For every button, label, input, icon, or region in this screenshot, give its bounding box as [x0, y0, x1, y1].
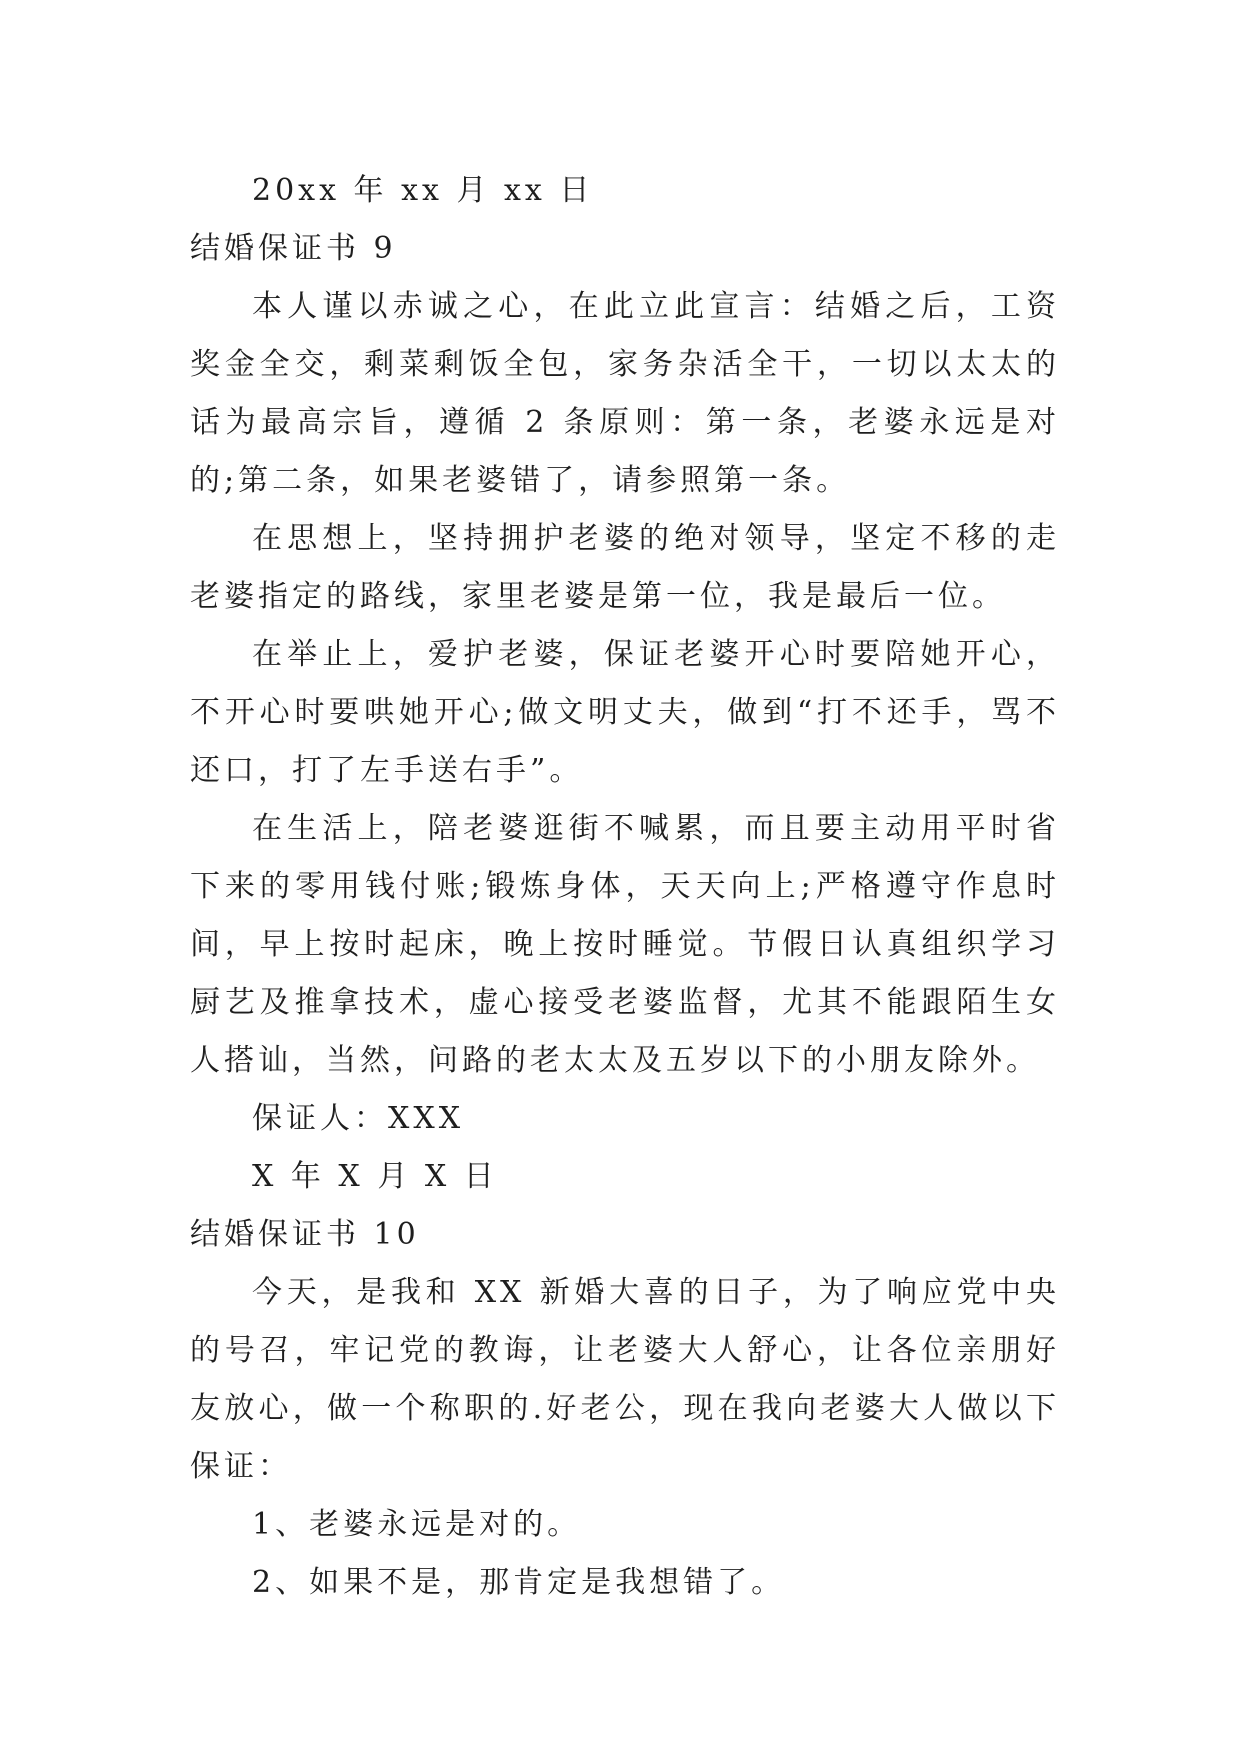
section-9-signer: 保证人：XXX [252, 1101, 465, 1136]
section-10-item-1: 1、老婆永远是对的。 [252, 1507, 582, 1542]
section-9-paragraph-1: 本人谨以赤诚之心，在此立此宣言：结婚之后，工资奖金全交，剩菜剩饭全包，家务杂活全干，一切以太太的话为最高宗旨，遵循 2 条原则：第一条，老婆永远是对的;第二条，如果老婆错了，请参照第一条。 [190, 289, 1060, 498]
section-9-paragraph-4: 在生活上，陪老婆逛街不喊累，而且要主动用平时省下来的零用钱付账;锻炼身体，天天向上;严格遵守作息时间，早上按时起床，晚上按时睡觉。节假日认真组织学习厨艺及推拿技术，虚心接受老婆监督，尤其不能跟陌生女人搭讪，当然，问路的老太太及五岁以下的小朋友除外。 [190, 811, 1060, 1078]
section-10-title: 结婚保证书 10 [190, 1217, 420, 1252]
date-line-top: 20xx 年 xx 月 xx 日 [252, 173, 594, 208]
section-9-paragraph-3: 在举止上，爱护老婆，保证老婆开心时要陪她开心，不开心时要哄她开心;做文明丈夫，做到“打不还手，骂不还口，打了左手送右手”。 [190, 637, 1060, 788]
section-9-date: X 年 X 月 X 日 [252, 1159, 498, 1194]
section-10-item-2: 2、如果不是，那肯定是我想错了。 [252, 1565, 786, 1600]
section-10-paragraph-1: 今天，是我和 XX 新婚大喜的日子，为了响应党中央的号召，牢记党的教诲，让老婆大人舒心，让各位亲朋好友放心，做一个称职的.好老公，现在我向老婆大人做以下保证： [190, 1275, 1060, 1484]
document-body [190, 162, 1060, 1612]
section-9-title: 结婚保证书 9 [190, 231, 397, 266]
section-9-paragraph-2: 在思想上，坚持拥护老婆的绝对领导，坚定不移的走老婆指定的路线，家里老婆是第一位，我是最后一位。 [190, 521, 1060, 614]
